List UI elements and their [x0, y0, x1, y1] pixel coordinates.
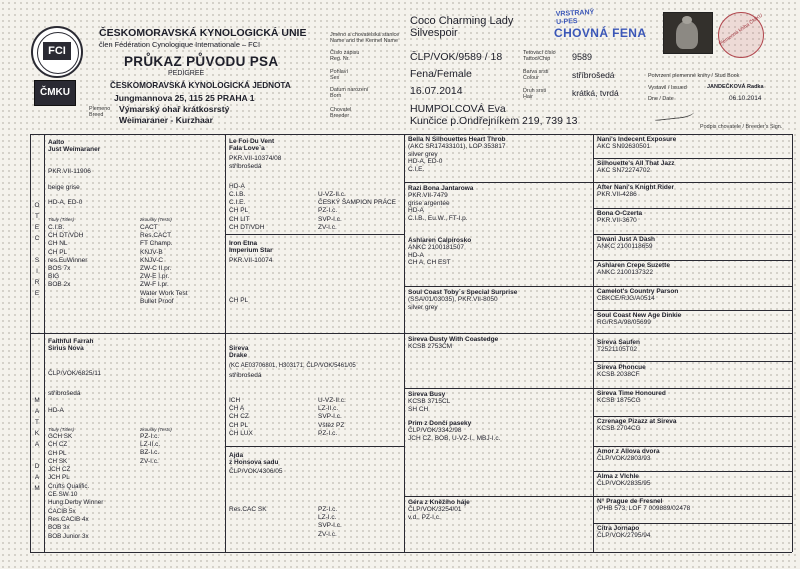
- dam-side-label: M A T K A D A M: [34, 397, 40, 492]
- gen4-ancestor-regno: ČLP/VOK/2835/95: [597, 480, 651, 488]
- gen3-ancestor-name: Sireva Dusty With Coastedge: [408, 336, 499, 343]
- gen4-split-13: [593, 471, 792, 472]
- gen4-ancestor: [597, 364, 646, 379]
- gen3-ancestor-detail: silver grey: [408, 150, 438, 158]
- gen4-ancestor-regno: AKC SN92630501: [597, 143, 651, 151]
- issued-value: JANDEČKOVÁ Radka: [707, 84, 764, 90]
- dog-chip: 9589: [572, 52, 593, 62]
- ss-colour: stříbrošedá: [229, 163, 262, 170]
- sire-titles-head: Tituly (Titles): [48, 217, 75, 222]
- gen4-split-14: [593, 496, 792, 497]
- label-colour: Barva srsti Colour: [523, 69, 549, 82]
- gen4-ancestor-name: Czrenage Pizazz at Sireva: [597, 418, 677, 425]
- gen4-ancestor-regno: KCSB 1875CG: [597, 397, 641, 405]
- gen3-ancestor-detail: ANKC 2100181507: [408, 244, 465, 252]
- gen4-ancestor-regno: KCSB 2704CG: [597, 425, 641, 433]
- dd-name: Ajda z Honsova sadu: [229, 452, 279, 467]
- ds-colour: stříbrošedá: [229, 372, 262, 379]
- gen3-ancestor: [408, 289, 517, 311]
- sire-regno: PKR.VII-11906: [48, 168, 91, 175]
- grid-left-line: [30, 134, 31, 552]
- gen3-ancestor-detail: ČLP/VOK/3342/98: [408, 427, 462, 435]
- gen3-split-5: [404, 388, 593, 389]
- gen4-ancestor: [597, 498, 690, 513]
- gen4-ancestor-name: Alma z Vlchle: [597, 473, 639, 480]
- gen4-split-3: [593, 208, 792, 209]
- gen4-ancestor-regno: ČLP/VOK/2803/93: [597, 455, 651, 463]
- dam-name: Faithful Farrah Sirius Nova: [48, 338, 94, 353]
- gen3-ancestor-detail: C.I.E.: [408, 165, 425, 173]
- dog-breeder: HUMPOLCOVÁ Eva Kunčice p.Ondřejníkem 219, 739 13: [410, 103, 578, 127]
- dd-regno: ČLP/VOK/4306/05: [229, 468, 283, 475]
- gen4-ancestor: [597, 236, 655, 251]
- gen3-ancestor-detail: HD-A: [408, 251, 424, 259]
- gen4-ancestor: [597, 136, 676, 151]
- gen3-ancestor-detail: ČLP/VOK/3254/01: [408, 506, 462, 514]
- dam-hd: HD-A: [48, 407, 64, 414]
- issued-label: Vystavil / Issued: [648, 85, 687, 91]
- gen3-split-1: [404, 182, 593, 183]
- dog-regno: ČLP/VOK/9589 / 18: [410, 51, 503, 63]
- gen3-ancestor-name: Ashlaren Calpirosko: [408, 237, 472, 244]
- gen4-ancestor-name: Sireva Phoncue: [597, 364, 646, 371]
- gen3-ancestor-detail: (AKC SR17433101), LOP 353817: [408, 143, 506, 151]
- gen4-split-10: [593, 388, 792, 389]
- dog-name: Coco Charming Lady Silvespoir: [410, 15, 514, 39]
- gen4-ancestor-name: Camelot's Country Parson: [597, 288, 679, 295]
- gen4-ancestor: [597, 339, 640, 354]
- sd-titles: CH PL: [229, 297, 249, 304]
- doc-subtitle: PEDIGREE: [168, 70, 205, 77]
- gen4-ancestor-regno: (PHB 573, LOF 7 009889/02478: [597, 505, 691, 513]
- gen4-ancestor-regno: ANKC 2100118659: [597, 243, 653, 251]
- ss-regno: PKR.VII-10374/08: [229, 155, 282, 162]
- grid-bottom-line: [30, 552, 792, 553]
- sire-name: Aalto Just Weimaraner: [48, 139, 101, 154]
- gen4-ancestor-name: Nani's Indecent Exposure: [597, 136, 677, 143]
- sire-hd: HD-A, ED-0: [48, 199, 83, 206]
- dam-exams: PZ-I.c. LZ-II.c. BZ-I.c. ZV-I.c.: [140, 433, 161, 465]
- sire-exams-head: zkoušky (Tests): [140, 217, 172, 222]
- gen4-ancestor-regno: PKR.VII-4286: [597, 191, 637, 199]
- signature: [653, 104, 694, 121]
- gen4-split-4: [593, 234, 792, 235]
- label-regno: Číslo zápisu Reg. Nr.: [330, 50, 360, 63]
- date-label: Dne / Date: [648, 96, 674, 102]
- label-breeder: Chovatel Breeder: [330, 107, 352, 120]
- gen4-split-2: [593, 182, 792, 183]
- org-member: člen Fédération Cynologique Internationale – FCI: [99, 40, 261, 49]
- gen4-ancestor: [597, 160, 675, 175]
- gen4-ancestor: [597, 448, 660, 463]
- dam-titles: GCH SK CH CZ CH PL CH SK JCH CZ JCH PL Crufts Qualific. CE SW 10 Hung.Derby Winner CACIB 5x Res.CACIB 4x BOB 3x BOB Junior 3x: [48, 433, 104, 540]
- gen4-split-6: [593, 286, 792, 287]
- gen4-ancestor-name: Sireva Time Honoured: [597, 390, 666, 397]
- dd-exams: PZ-I.c. LZ-I.c. SVP-I.c. ZV-I.c.: [318, 506, 342, 538]
- gen3-ancestor: [408, 420, 500, 442]
- gen4-ancestor: [597, 525, 650, 540]
- gen4-ancestor-name: Amor z Allova dvora: [597, 448, 660, 455]
- gen3-ancestor: [408, 185, 473, 222]
- dog-photo: [663, 12, 713, 54]
- grid-col3-line: [404, 134, 405, 552]
- gen4-ancestor-name: After Nani's Knight Rider: [597, 184, 675, 191]
- studbook-stamp: Plemenná kniha ČMKU: [718, 12, 764, 58]
- breeding-stamp-top: VRSTRANÝ U-PES: [555, 9, 595, 26]
- sire-side-label: O T E C S I R E: [34, 202, 40, 297]
- dog-hair: krátká, tvrdá: [572, 88, 619, 98]
- gen4-ancestor: [597, 210, 642, 225]
- date-value: 06.10.2014: [729, 95, 762, 102]
- gen3-ancestor-detail: CH A, CH EST: [408, 259, 451, 267]
- club-name: ČESKOMORAVSKÁ KYNOLOGICKÁ JEDNOTA: [110, 81, 291, 90]
- dam-titles-head: Tituly (Titles): [48, 427, 75, 432]
- gen3-ancestor-name: Soul Coast Toby´s Special Surprise: [408, 289, 518, 296]
- gen4-ancestor-regno: AKC SN72274702: [597, 167, 651, 175]
- gen4-ancestor: [597, 262, 670, 277]
- gen3-ancestor-detail: grise argentée: [408, 199, 450, 207]
- dam-colour: stříbrošedá: [48, 390, 81, 397]
- label-tattoo: Tetovací číslo Tattoo/Chip: [523, 50, 556, 63]
- gen3-ancestor: [408, 391, 450, 413]
- gen3-ancestor-detail: (SSA/01/03035), PKR.VII-8050: [408, 296, 498, 304]
- dog-sex: Fena/Female: [410, 68, 472, 80]
- ds-titles: ICH CH A CH CZ CH PL CH LUX: [229, 397, 253, 437]
- label-sex: Pohlaví Sex: [330, 69, 348, 82]
- dog-born: 16.07.2014: [410, 85, 463, 97]
- gen3-ancestor-name: Bella N Silhouettes Heart Throb: [408, 136, 506, 143]
- ss-titles: C.I.B. C.I.E. CH PL CH LIT CH DT/VDH: [229, 191, 265, 231]
- sd-name: Iron Etna Imperium Star: [229, 240, 273, 255]
- grid-col1-line: [44, 134, 45, 552]
- gen2-split-top: [225, 234, 404, 235]
- gen4-split-9: [593, 361, 792, 362]
- gen4-ancestor: [597, 184, 674, 199]
- gen4-ancestor-name: Bona O-Czerta: [597, 210, 643, 217]
- gen3-ancestor-detail: PKR.VII-7479: [408, 192, 448, 200]
- gen4-split-7: [593, 310, 792, 311]
- gen3-ancestor-name: Prim z Dončí paseky: [408, 420, 472, 427]
- cmku-logo: ČMKU: [34, 80, 76, 106]
- dog-colour: stříbrošedá: [572, 70, 615, 80]
- gen3-ancestor-name: Géra z Kněžího háje: [408, 499, 470, 506]
- gen4-ancestor-regno: T2521105T02: [597, 346, 637, 354]
- gen4-ancestor-name: N° Prague de Fresnel: [597, 498, 663, 505]
- gen3-ancestor: [408, 336, 498, 351]
- sire-titles: C.I.B. CH DT/VDH CH NL CH PL res.EuWinner BOS 7x BIG BOB 2x: [48, 224, 88, 289]
- studbook-label: Potvrzení plemenné knihy / Stud Book: [648, 73, 740, 79]
- sire-exams: CACT Res.CACT FT Champ. KNJV-B KNJV-C ZW-C II.pr. ZW-E I.pr. ZW-F I.pr. Water Work Test Bullet Proof: [140, 224, 188, 305]
- sire-colour: beige grise: [48, 184, 80, 191]
- gen3-ancestor-detail: KCSB 2753CM: [408, 343, 453, 351]
- label-name: Jméno a chovatelská stanice Name and the Kennel Name: [330, 32, 400, 45]
- ds-exams: U-VZ-II.c. LZ-II.c. SVP-I.c. Vštěz PZ PZ-I.c.: [318, 397, 346, 437]
- gen4-ancestor-regno: CBKCE/RJG/A0514: [597, 295, 655, 303]
- dam-regno: ČLP/VOK/6825/11: [48, 370, 101, 377]
- breed-label: Plemeno Breed: [89, 106, 111, 119]
- gen3-split-7: [404, 496, 593, 497]
- ss-hd: HD-A: [229, 183, 245, 190]
- gen4-split-11: [593, 416, 792, 417]
- gen4-ancestor-regno: KCSB 2038CF: [597, 371, 640, 379]
- gen4-ancestor: [597, 473, 650, 488]
- gen4-ancestor-name: Sireva Saufen: [597, 339, 640, 346]
- gen3-ancestor-detail: HD-A: [408, 207, 424, 215]
- breed-en: Weimaraner - Kurzhaar: [119, 115, 213, 125]
- gen3-ancestor-detail: v.d., PZ-I.c.: [408, 513, 441, 521]
- gen4-ancestor-regno: ANKC 2100137322: [597, 269, 654, 277]
- gen3-ancestor-detail: KCSB 3715CL: [408, 398, 451, 406]
- gen4-ancestor-name: Citra Jornapo: [597, 525, 640, 532]
- label-hair: Druh srsti Hair: [523, 88, 547, 101]
- gen3-ancestor: [408, 136, 506, 173]
- gen3-ancestor-detail: SH CH: [408, 405, 429, 413]
- label-born: Datum narození Born: [330, 87, 369, 100]
- gen3-ancestor-name: Sireva Busy: [408, 391, 446, 398]
- breeding-stamp-main: CHOVNÁ FENA: [554, 26, 647, 40]
- gen4-ancestor-regno: ČLP/VOK/2795/94: [597, 532, 651, 540]
- gen4-ancestor: [597, 418, 676, 433]
- sd-regno: PKR.VII-10074: [229, 257, 273, 264]
- doc-title: PRŮKAZ PŮVODU PSA: [124, 54, 279, 69]
- gen4-ancestor: [597, 390, 666, 405]
- breed-cz: Výmarský ohař krátkosrstý: [119, 104, 230, 114]
- gen3-ancestor-detail: HD-A, ED-0: [408, 158, 443, 166]
- gen4-ancestor-regno: RG/RSA/98/05699: [597, 319, 651, 327]
- grid-right-line: [792, 134, 793, 552]
- gen4-ancestor-name: Dwani Just A Dash: [597, 236, 656, 243]
- ss-exams: U-VZ-II.c. ČESKÝ ŠAMPION PRÁCE PZ-I.c. SVP-I.c. ZV-I.c.: [318, 191, 397, 231]
- gen4-split-12: [593, 446, 792, 447]
- gen2-split-bottom: [225, 446, 404, 447]
- grid-col2-line: [225, 134, 226, 552]
- dam-exams-head: zkoušky (Tests): [140, 427, 172, 432]
- gen3-ancestor-detail: JCH CZ, BOB, U-VZ-I., MBJ-I.c.: [408, 434, 501, 442]
- gen3-ancestor-detail: silver grey: [408, 303, 438, 311]
- gen4-ancestor: [597, 288, 678, 303]
- club-address: Jungmannova 25, 115 25 PRAHA 1: [114, 93, 255, 103]
- gen4-ancestor-regno: PKR.VII-3670: [597, 217, 637, 225]
- gen3-split-3: [404, 286, 593, 287]
- gen3-ancestor: [408, 237, 471, 267]
- org-name: ČESKOMORAVSKÁ KYNOLOGICKÁ UNIE: [99, 27, 307, 39]
- ds-name: Sireva Drake: [229, 345, 249, 360]
- gen4-ancestor-name: Soul Coast New Age Dinkie: [597, 312, 682, 319]
- grid-col4-line: [593, 134, 594, 552]
- gen4-split-15: [593, 523, 792, 524]
- gen4-ancestor-name: Silhouette's All That Jazz: [597, 160, 675, 167]
- gen3-ancestor: [408, 499, 470, 521]
- fci-logo: FCI: [31, 26, 83, 78]
- ds-regno: (KC AE03706801, H303171, ČLP/VOK/5461/05: [229, 363, 356, 369]
- dd-titles: Res.CAC SK: [229, 506, 267, 513]
- gen4-split-5: [593, 260, 792, 261]
- ss-name: Le Foi Du Vent Fala Love´a: [229, 138, 275, 153]
- gen4-ancestor: [597, 312, 681, 327]
- breeder-sign-label: Podpis chovatele / Breeder's Sign.: [700, 124, 783, 130]
- gen4-ancestor-name: Ashlaren Crepe Suzette: [597, 262, 670, 269]
- grid-middle-line: [30, 333, 792, 334]
- grid-top-line: [30, 134, 792, 135]
- gen4-split-1: [593, 158, 792, 159]
- gen3-ancestor-name: Razi Bona Jantarowa: [408, 185, 474, 192]
- gen3-ancestor-detail: C.I.B., Eu.W., FT-I.p.: [408, 214, 468, 222]
